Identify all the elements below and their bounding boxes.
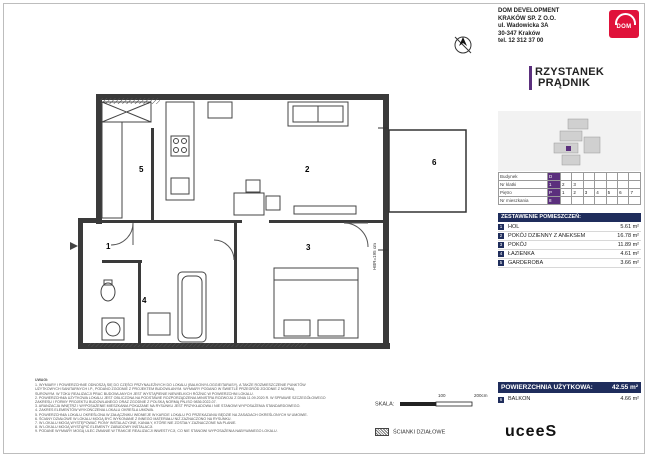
rooms-section-title: ZESTAWIENIE POMIESZCZEŃ: (498, 213, 641, 222)
scale-tick-100: 100 (438, 393, 446, 398)
note-line: 1. WYMIARY I POWIERZCHNIE ODNOSZĄ SIĘ DO CZĘŚCI PRZYNALEŻNYCH DO LOKALU (BALKONY/LOGGIE/TARASY), A TAKŻE ROZMIESZCZENIE PUNKTÓW (35, 383, 306, 388)
table-cell: P (548, 189, 561, 197)
table-row (499, 197, 641, 205)
scale-bar (375, 397, 496, 411)
note-line: SUROWYM. W TOKU REALIZACJI PRAC BUDOWLANYCH JEST WYSTĄPIENIE NIEWIELKICH RÓŻNIC W POWIERZCHNI LOKALU. (35, 391, 254, 396)
table-cell: 4 (595, 189, 606, 197)
room-area: 3.66 m² (620, 260, 639, 266)
tv-unit (294, 206, 356, 214)
note-line: 2. POWIERZCHNIA UŻYTKOWA LOKALU JEST OBLICZONA NA PODSTAWIE ROZPORZĄDZENIA MINISTRA ROZWOJU Z DNIA 11.09.2020 R. W SPRAWIE SZCZEGÓŁOWEGO (35, 395, 326, 400)
room-label-2: 2 (305, 165, 310, 174)
info-panel (495, 8, 643, 402)
note-line: UŻYTKOWYCH SANITARNYCH I.P., PODANO ZGODNIE Z PROJEKTEM BUDOWLANYM. WYMIARY PODANO W ŚWIETLE PRZEGRÓD ZGODNIE Z NORMĄ (35, 387, 295, 392)
bathroom-fixtures (101, 272, 206, 342)
notes-title: UWAGI: (35, 378, 49, 382)
wall-hatch (88, 343, 308, 347)
building-minimap (498, 111, 641, 171)
north-arrow-icon (455, 37, 471, 53)
table-cell: Budynek (499, 173, 548, 181)
table-cell: 2 (560, 181, 571, 189)
table-row (499, 181, 641, 189)
balcony-name: BALKON (508, 396, 531, 402)
room-name: GARDEROBA (508, 260, 544, 266)
room-name: HOL (508, 224, 520, 230)
brand-line1: RZYSTANEK (535, 66, 605, 78)
dom-logo (609, 10, 639, 38)
company-line: 30-347 Kraków (498, 30, 541, 37)
room-row (498, 241, 641, 250)
room-label-1: 1 (106, 242, 111, 251)
room-area: 11.89 m² (617, 242, 639, 248)
table-cell: Nr klatki (499, 181, 548, 189)
table-cell: 1 (548, 181, 561, 189)
balcony-outline (389, 130, 466, 212)
dimension-label: HBR=195 cm (372, 243, 377, 270)
note-line: 6. ŚCIANY DZIAŁOWE W LOKALU MOGĄ BYĆ WYKONANE Z INNEGO MATERIAŁU NIŻ ZAZNACZONO NA RYSUNKU. (35, 416, 232, 421)
room-area: 16.78 m² (617, 233, 639, 239)
scale-graphic (396, 397, 496, 411)
balcony-area: 4.66 m² (620, 396, 639, 402)
room-label-5: 5 (139, 165, 144, 174)
project-brand (535, 66, 615, 89)
brand-p-icon (529, 66, 542, 90)
room-index: 1 (499, 224, 503, 229)
usable-area-label: POWIERZCHNIA UŻYTKOWA: (501, 384, 593, 391)
building-info-table (498, 172, 641, 205)
table-cell: 5 (606, 189, 617, 197)
entrance-arrow-icon (70, 242, 78, 250)
note-line: 5. POWIERZCHNIA LOKALU OKREŚLONA W ZAŁĄCZNIKU WIDNIEJE W KARCIE LOKALU PO PRZEKAZANIU BĘDZIE NA ZASADACH OKREŚLONYCH W UMOWIE. (35, 412, 308, 417)
dining-table (234, 180, 280, 215)
scale-label: SKALA: (375, 401, 395, 408)
usable-area-value: 42.55 m² (611, 384, 638, 391)
company-line: KRAKÓW SP. Z O.O. (498, 15, 556, 22)
note-line: 4. ZAKRES ELEMENTÓW WYKOŃCZENIA LOKALU OKREŚLA UMOWA. (35, 408, 155, 413)
floor-plan (8, 10, 490, 372)
dom-logo-text: DOM (616, 24, 632, 30)
room-row (498, 259, 641, 268)
room-index: 4 (499, 251, 503, 256)
company-line: ul. Wadowicka 3A (498, 23, 549, 30)
legend (375, 428, 445, 436)
bed (274, 268, 358, 338)
table-cell: 8 (548, 197, 561, 205)
room-area: 4.61 m² (620, 251, 639, 257)
table-cell: 1 (560, 189, 571, 197)
table-cell: 3 (572, 181, 583, 189)
table-cell: Piętro (499, 189, 548, 197)
wardrobe-shelves (102, 102, 151, 218)
room-row (498, 223, 641, 232)
note-line: 3. ARANŻACJA WNĘTRZ I WYPOSAŻENIE MIESZKANIA POKAZANE NA RYSUNKU JEST PRZYKŁADOWA I NIE STANOWI WYPOSAŻENIA STANDARDOWEGO. (35, 404, 301, 409)
room-index: 3 (499, 242, 503, 247)
ucees-logo: uceeS (505, 423, 558, 440)
company-line: DOM DEVELOPMENT (498, 8, 560, 14)
kitchen-counter (166, 102, 232, 200)
table-cell: 6 (618, 189, 629, 197)
floor-plan-drawing (8, 10, 490, 372)
room-label-3: 3 (306, 243, 311, 252)
table-row (499, 173, 641, 181)
table-cell: D (548, 173, 561, 181)
room-row (498, 232, 641, 241)
notes-block (35, 378, 365, 434)
partition-wall-swatch (375, 428, 389, 436)
brand-line2: PRĄDNIK (538, 77, 591, 89)
balcony-index: 6 (499, 396, 503, 402)
room-index: 2 (499, 233, 503, 238)
door-swings (111, 223, 368, 260)
table-cell: 3 (583, 189, 594, 197)
scale-tick-200: 200cm (474, 393, 488, 398)
note-line: 8. W LOKALU MOGĄ WYSTĄPIĆ ELEMENTY ZABUDOWY INSTALACJI. (35, 425, 154, 430)
table-cell: Nr mieszkania (499, 197, 548, 205)
table-row (499, 189, 641, 197)
room-index: 5 (499, 260, 503, 265)
company-line: tel. 12 312 37 00 (498, 38, 544, 45)
room-area: 5.61 m² (620, 224, 639, 230)
room-row (498, 250, 641, 259)
note-line: 9. PODANE WYMIARY MOGĄ ULEC ZMIANIE W TRAKCIE REALIZACJI INWESTYCJI, CO NIE STANOWI WYPOSAŻENIA NABYWANEGO LOKALU. (35, 429, 278, 434)
note-line: 7. W LOKALU MOGĄ WYSTĘPOWAĆ PIONY INSTALACYJNE, KANAŁY, KTÓRE NIE ZOSTAŁY ZAZNACZONE NA PLANIE. (35, 421, 237, 426)
table-cell: 7 (629, 189, 641, 197)
room-name: ŁAZIENKA (508, 251, 535, 257)
sofa (288, 102, 348, 126)
table-cell: 2 (572, 189, 583, 197)
note-line: ZAKRESU I FORMY PROJEKTU BUDOWLANEGO ORAZ ZGODNIE Z POLSKĄ NORMĄ PN-ISO 9836:2022-07. (35, 400, 217, 405)
interior-walls (102, 128, 383, 345)
room-name: POKÓJ (508, 242, 527, 248)
room-label-6: 6 (432, 158, 437, 167)
legend-label: ŚCIANKI DZIAŁOWE (393, 429, 446, 436)
room-label-4: 4 (142, 296, 147, 305)
balcony-row (498, 395, 641, 404)
room-name: POKÓJ DZIENNY Z ANEKSEM (508, 233, 586, 239)
unit-location-marker (566, 146, 571, 151)
usable-area-bar (498, 382, 641, 393)
